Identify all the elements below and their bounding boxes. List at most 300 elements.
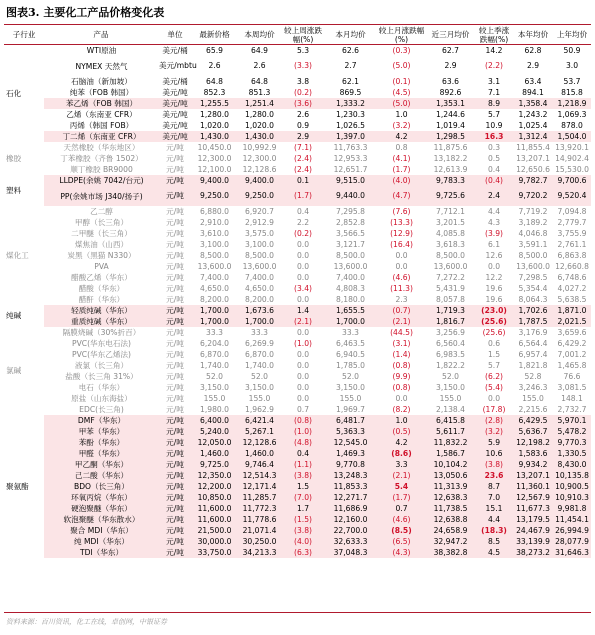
- value-cell: 1,280.0: [200, 109, 229, 119]
- value-cell: 2,138.4: [436, 404, 465, 414]
- value-cell: 3,176.9: [518, 327, 548, 337]
- value-cell: (6.2): [484, 371, 503, 381]
- product-cell: LLDPE(余姚 7042/台元): [44, 175, 158, 186]
- unit-cell: 元/吨: [166, 164, 184, 174]
- value-cell: 7,298.5: [518, 272, 548, 282]
- value-cell: 5,240.0: [192, 426, 237, 437]
- value-cell: 0.0: [487, 393, 501, 403]
- table-row: [4, 87, 591, 98]
- value-cell: (1.7): [377, 492, 426, 503]
- unit-cell: 美元/吨: [162, 87, 188, 97]
- value-cell: 76.6: [563, 371, 581, 381]
- table-row: [4, 56, 591, 76]
- value-cell: 8,500.0: [518, 250, 548, 260]
- product-cell: 石脑油（新加坡）: [71, 76, 132, 86]
- value-cell: 155.0: [439, 393, 462, 403]
- table-row: [4, 459, 591, 470]
- value-cell: 7,400.0: [200, 272, 229, 282]
- value-cell: 1,700.0: [192, 305, 237, 316]
- unit-cell: 美元/吨: [162, 109, 188, 119]
- product-cell: 苯乙烯（FOB 韩国）: [44, 98, 158, 109]
- product-cell: 醋酸（华东）: [78, 283, 125, 293]
- value-cell: 7,400.0: [245, 272, 274, 282]
- value-cell: 8,200.0: [200, 294, 229, 304]
- value-cell: 1,430.0: [237, 131, 282, 142]
- value-cell: 1,333.2: [324, 98, 377, 109]
- value-cell: 2,779.7: [557, 217, 587, 227]
- value-cell: 12,650.6: [516, 164, 550, 174]
- table-row: [4, 437, 591, 448]
- value-cell: 52.8: [524, 371, 542, 381]
- value-cell: (4.8): [282, 437, 324, 448]
- value-cell: 13,179.5: [513, 514, 553, 525]
- value-cell: (3.8): [282, 525, 324, 536]
- value-cell: 11,600.0: [192, 503, 237, 514]
- value-cell: 11,875.6: [433, 142, 468, 152]
- value-cell: 33,750.0: [192, 547, 237, 558]
- table-row: [4, 175, 591, 186]
- column-header: 本年均价: [517, 30, 549, 39]
- value-cell: 11,855.4: [516, 142, 550, 152]
- value-cell: (2.4): [293, 164, 312, 174]
- value-cell: 5,611.7: [426, 426, 475, 437]
- product-cell: 苯酚（华东）: [44, 437, 158, 448]
- value-cell: (0.3): [392, 45, 411, 55]
- value-cell: 12,271.7: [324, 492, 377, 503]
- product-cell: 乙烯（东南亚 CFR）: [66, 109, 137, 119]
- value-cell: 12.2: [485, 272, 503, 282]
- value-cell: 0.0: [296, 261, 310, 271]
- table-row: [4, 426, 591, 437]
- value-cell: 12,638.3: [426, 492, 475, 503]
- value-cell: 2,912.9: [245, 217, 274, 227]
- value-cell: 0.0: [296, 393, 310, 403]
- value-cell: (17.8): [482, 404, 506, 414]
- value-cell: 0.0: [487, 261, 501, 271]
- value-cell: (3.4): [293, 283, 312, 293]
- value-cell: 1,700.0: [324, 316, 377, 327]
- value-cell: 1,255.5: [192, 98, 237, 109]
- value-cell: 11,772.3: [237, 503, 282, 514]
- table-row: [4, 316, 591, 327]
- value-cell: 10,850.0: [192, 492, 237, 503]
- value-cell: 155.0: [339, 393, 362, 403]
- value-cell: 3,100.0: [245, 239, 274, 249]
- value-cell: 0.0: [296, 294, 310, 304]
- value-cell: 0.0: [296, 382, 310, 392]
- value-cell: 4,046.8: [518, 228, 548, 238]
- value-cell: 2.9: [282, 131, 324, 142]
- value-cell: 9,725.6: [426, 186, 475, 206]
- value-cell: 38,273.2: [513, 547, 553, 558]
- value-cell: (3.2): [475, 426, 513, 437]
- value-cell: 9,700.6: [553, 175, 591, 186]
- value-cell: 19.6: [485, 283, 503, 293]
- value-cell: (7.6): [392, 206, 411, 216]
- value-cell: 9,520.4: [553, 186, 591, 206]
- value-cell: (0.8): [282, 415, 324, 426]
- value-cell: 0.0: [296, 239, 310, 249]
- value-cell: (2.1): [377, 470, 426, 481]
- product-cell: 炭黑（黑猫 N330）: [67, 250, 136, 260]
- value-cell: 11,313.9: [426, 481, 475, 492]
- value-cell: (23.0): [475, 305, 513, 316]
- value-cell: (0.8): [392, 382, 411, 392]
- value-cell: 8,500.0: [245, 250, 274, 260]
- value-cell: (1.0): [282, 426, 324, 437]
- value-cell: 3.8: [296, 76, 310, 86]
- table-body: [4, 45, 591, 559]
- table-row: [4, 76, 591, 87]
- value-cell: (0.2): [293, 87, 312, 97]
- unit-cell: 美元/吨: [162, 120, 188, 130]
- value-cell: 12,613.9: [433, 164, 468, 174]
- value-cell: 2.6: [253, 61, 266, 71]
- value-cell: 869.5: [339, 87, 362, 97]
- value-cell: 878.0: [561, 120, 583, 130]
- value-cell: 34,213.3: [237, 547, 282, 558]
- value-cell: 13,600.0: [242, 261, 277, 271]
- value-cell: 12,300.0: [197, 153, 232, 163]
- value-cell: 64.8: [206, 76, 223, 86]
- value-cell: 5,363.3: [324, 426, 377, 437]
- value-cell: 53.7: [563, 76, 581, 86]
- value-cell: 7.0: [475, 492, 513, 503]
- value-cell: 12,171.4: [237, 481, 282, 492]
- value-cell: 2,215.6: [518, 404, 548, 414]
- value-cell: 9,725.0: [192, 459, 237, 470]
- value-cell: 12,200.0: [192, 481, 237, 492]
- value-cell: (4.0): [282, 536, 324, 547]
- product-cell: PVA: [94, 261, 109, 271]
- value-cell: 8,064.3: [518, 294, 548, 304]
- bottom-rule: [4, 612, 591, 613]
- value-cell: 6,920.7: [245, 206, 274, 216]
- category-cell: 塑料: [6, 185, 22, 195]
- product-cell: 原盐（山东海盐）: [71, 393, 132, 403]
- value-cell: (3.6): [282, 98, 324, 109]
- value-cell: 15,530.0: [555, 164, 589, 174]
- value-cell: 11,600.0: [192, 514, 237, 525]
- table-title: 图表3. 主要化工产品价格变化表: [6, 6, 165, 19]
- unit-cell: 元/吨: [166, 239, 184, 249]
- value-cell: (7.1): [293, 142, 312, 152]
- value-cell: 3.0: [565, 61, 579, 71]
- value-cell: 8,200.0: [245, 294, 274, 304]
- value-cell: 1,251.4: [237, 98, 282, 109]
- category-cell: 纯碱: [6, 311, 22, 321]
- value-cell: 3,150.0: [200, 382, 229, 392]
- column-header: 较上季涨跌幅(%): [478, 25, 510, 44]
- product-cell: TDI（华东）: [44, 547, 158, 558]
- value-cell: 5,636.7: [513, 426, 553, 437]
- value-cell: 9,770.8: [324, 459, 377, 470]
- value-cell: 2,761.1: [557, 239, 587, 249]
- table-row: [4, 492, 591, 503]
- product-cell: 甲乙酮（华东）: [44, 459, 158, 470]
- value-cell: 10,104.2: [426, 459, 475, 470]
- category-cell: 氯碱: [6, 366, 22, 376]
- value-cell: 8.5: [475, 536, 513, 547]
- value-cell: 6,870.0: [245, 349, 274, 359]
- table-row: [4, 250, 591, 261]
- value-cell: 10,992.9: [242, 142, 277, 152]
- value-cell: 1,583.6: [513, 448, 553, 459]
- table-row: [4, 186, 591, 206]
- unit-cell: 元/吨: [158, 316, 192, 327]
- value-cell: 52.0: [342, 371, 359, 381]
- value-cell: 7.1: [487, 87, 501, 97]
- table-row: [4, 283, 591, 294]
- value-cell: 6,863.8: [557, 250, 587, 260]
- value-cell: 8,180.0: [336, 294, 365, 304]
- value-cell: 2,021.5: [553, 316, 591, 327]
- unit-cell: 元/吨: [158, 426, 192, 437]
- value-cell: (16.4): [390, 239, 413, 249]
- table-row: [4, 294, 591, 305]
- product-cell: 丙烯（韩国 FOB）: [69, 120, 134, 130]
- value-cell: (8.2): [392, 404, 411, 414]
- value-cell: 11,853.3: [324, 481, 377, 492]
- value-cell: 1,673.6: [237, 305, 282, 316]
- value-cell: (1.7): [282, 186, 324, 206]
- table-row: [4, 525, 591, 536]
- product-cell: PP(余姚市场 J340/扬子): [44, 186, 158, 206]
- unit-cell: 元/吨: [158, 175, 192, 186]
- product-cell: WTI原油: [86, 45, 117, 55]
- product-cell: 丁二烯（东南亚 CFR）: [44, 131, 158, 142]
- value-cell: 15.1: [475, 503, 513, 514]
- value-cell: 0.4: [282, 448, 324, 459]
- table-row: [4, 503, 591, 514]
- table-row: [4, 404, 591, 415]
- value-cell: 155.0: [522, 393, 544, 403]
- value-cell: 1.4: [282, 305, 324, 316]
- value-cell: (0.4): [475, 175, 513, 186]
- product-cell: 硬泡聚醚（华东）: [44, 503, 158, 514]
- value-cell: 894.1: [522, 87, 544, 97]
- value-cell: 4.5: [475, 547, 513, 558]
- product-cell: 聚合 MDI（华东）: [44, 525, 158, 536]
- product-cell: 环氧丙烷（华东）: [44, 492, 158, 503]
- value-cell: 62.1: [342, 76, 359, 86]
- value-cell: 12,050.0: [192, 437, 237, 448]
- value-cell: 30,000.0: [192, 536, 237, 547]
- value-cell: 50.9: [563, 45, 581, 55]
- value-cell: 4.4: [475, 514, 513, 525]
- unit-cell: 元/吨: [166, 349, 184, 359]
- unit-cell: 元/吨: [166, 338, 184, 348]
- value-cell: 13,207.1: [516, 153, 550, 163]
- value-cell: 2,732.7: [557, 404, 587, 414]
- product-cell: 重质纯碱（华东）: [44, 316, 158, 327]
- value-cell: 23.6: [475, 470, 513, 481]
- product-cell: 轻质纯碱（华东）: [44, 305, 158, 316]
- table-row: [4, 360, 591, 371]
- value-cell: 0.6: [487, 338, 501, 348]
- value-cell: 12,100.0: [197, 164, 232, 174]
- table-row: [4, 153, 591, 164]
- value-cell: 5,431.9: [436, 283, 465, 293]
- value-cell: 11,360.1: [513, 481, 553, 492]
- category-cell: 橡胶: [6, 153, 22, 163]
- value-cell: 63.6: [442, 76, 459, 86]
- value-cell: 3,575.0: [245, 228, 274, 238]
- value-cell: 9,250.0: [192, 186, 237, 206]
- value-cell: 8.9: [475, 98, 513, 109]
- value-cell: (6.3): [282, 547, 324, 558]
- product-cell: 软泡聚醚（华东散水）: [44, 514, 158, 525]
- unit-cell: 元/吨: [166, 393, 184, 403]
- value-cell: 0.0: [296, 360, 310, 370]
- value-cell: 64.8: [251, 76, 268, 86]
- unit-cell: 元/吨: [158, 503, 192, 514]
- table-row: [4, 45, 591, 57]
- table-row: [4, 206, 591, 217]
- table-row: [4, 164, 591, 175]
- value-cell: 28,077.9: [553, 536, 591, 547]
- value-cell: 148.1: [561, 393, 583, 403]
- value-cell: 0.0: [296, 272, 310, 282]
- table-row: [4, 514, 591, 525]
- unit-cell: 元/吨: [158, 470, 192, 481]
- value-cell: 11,454.1: [553, 514, 591, 525]
- value-cell: 3,201.5: [436, 217, 465, 227]
- category-cell: 石化: [6, 88, 22, 98]
- value-cell: 1,244.6: [436, 109, 465, 119]
- value-cell: 0.0: [296, 349, 310, 359]
- value-cell: 1,397.0: [324, 131, 377, 142]
- unit-cell: 元/吨: [158, 481, 192, 492]
- value-cell: 1,469.3: [324, 448, 377, 459]
- product-cell: 液氯（长三角）: [74, 360, 129, 370]
- value-cell: 12,198.2: [513, 437, 553, 448]
- value-cell: 0.0: [395, 261, 408, 271]
- unit-cell: 元/吨: [166, 206, 184, 216]
- value-cell: 4,027.2: [557, 283, 587, 293]
- value-cell: 6,421.4: [237, 415, 282, 426]
- value-cell: 33,139.9: [513, 536, 553, 547]
- value-cell: (1.4): [392, 349, 411, 359]
- value-cell: 52.0: [251, 371, 268, 381]
- value-cell: 1,312.4: [513, 131, 553, 142]
- column-header: 产品: [93, 30, 109, 39]
- column-header: 单位: [167, 30, 183, 39]
- value-cell: (5.0): [392, 61, 411, 71]
- product-cell: PVC(华东乙烯法): [72, 349, 131, 359]
- value-cell: 1,243.2: [518, 109, 548, 119]
- value-cell: 1.5: [282, 481, 324, 492]
- value-cell: 3,566.5: [336, 228, 365, 238]
- unit-cell: 元/吨: [166, 261, 184, 271]
- value-cell: 12.6: [485, 250, 503, 260]
- value-cell: 6,940.5: [336, 349, 365, 359]
- unit-cell: 元/吨: [166, 283, 184, 293]
- value-cell: 1,822.2: [436, 360, 465, 370]
- value-cell: (4.3): [377, 547, 426, 558]
- product-cell: PVC(华东电石法): [72, 338, 131, 348]
- value-cell: 21,071.4: [237, 525, 282, 536]
- value-cell: 1,020.0: [245, 120, 274, 130]
- value-cell: 10,135.8: [553, 470, 591, 481]
- table-row: [4, 305, 591, 316]
- unit-cell: 元/吨: [166, 217, 184, 227]
- value-cell: 8,057.8: [436, 294, 465, 304]
- value-cell: 5.3: [296, 45, 310, 55]
- value-cell: 3,121.7: [336, 239, 365, 249]
- column-header: 子行业: [12, 30, 36, 39]
- table-row: [4, 327, 591, 338]
- product-cell: 醋酐（华东）: [78, 294, 125, 304]
- product-cell: EDC(长三角): [79, 404, 124, 414]
- table-row: [4, 142, 591, 153]
- unit-cell: 元/吨: [166, 228, 184, 238]
- product-cell: 纯 MDI（华东）: [44, 536, 158, 547]
- value-cell: 63.4: [524, 76, 542, 86]
- column-header: 上年均价: [556, 30, 588, 39]
- value-cell: 9,783.3: [426, 175, 475, 186]
- value-cell: 0.0: [395, 250, 408, 260]
- value-cell: (4.0): [377, 175, 426, 186]
- value-cell: 2.6: [208, 61, 221, 71]
- value-cell: 3,246.3: [518, 382, 548, 392]
- value-cell: 851.3: [248, 87, 271, 97]
- value-cell: (1.7): [392, 164, 411, 174]
- value-cell: 14.2: [485, 45, 503, 55]
- value-cell: (1.5): [282, 514, 324, 525]
- value-cell: 1,700.0: [192, 316, 237, 327]
- table-header: [4, 25, 591, 45]
- value-cell: 6,560.4: [436, 338, 465, 348]
- value-cell: 26,994.9: [553, 525, 591, 536]
- value-cell: 12,567.9: [513, 492, 553, 503]
- product-cell: 甲苯（华东）: [44, 426, 158, 437]
- value-cell: 11,763.3: [333, 142, 368, 152]
- table-row: [4, 239, 591, 250]
- table-row: [4, 415, 591, 426]
- value-cell: 5.9: [475, 437, 513, 448]
- value-cell: 1,655.5: [324, 305, 377, 316]
- value-cell: 3.3: [377, 459, 426, 470]
- value-cell: 1,280.0: [245, 109, 274, 119]
- value-cell: (8.6): [377, 448, 426, 459]
- unit-cell: 元/吨: [158, 525, 192, 536]
- value-cell: 7,001.2: [557, 349, 587, 359]
- value-cell: (4.5): [392, 87, 411, 97]
- unit-cell: 元/吨: [158, 514, 192, 525]
- value-cell: (9.9): [392, 371, 411, 381]
- unit-cell: 美元/mbtu: [159, 61, 197, 71]
- value-cell: 3,591.1: [518, 239, 548, 249]
- unit-cell: 元/吨: [158, 415, 192, 426]
- value-cell: (3.1): [392, 338, 411, 348]
- value-cell: (0.7): [377, 305, 426, 316]
- value-cell: 0.0: [395, 393, 408, 403]
- value-cell: 3,189.2: [518, 217, 548, 227]
- value-cell: 5,970.1: [553, 415, 591, 426]
- value-cell: 9,515.0: [324, 175, 377, 186]
- value-cell: 6,564.4: [518, 338, 548, 348]
- value-cell: 6,429.5: [513, 415, 553, 426]
- value-cell: 6,204.0: [200, 338, 229, 348]
- value-cell: 12,128.6: [242, 164, 277, 174]
- value-cell: 0.7: [296, 404, 310, 414]
- category-cell: 煤化工: [6, 250, 29, 260]
- value-cell: 4,650.0: [245, 283, 274, 293]
- value-cell: 9,981.8: [553, 503, 591, 514]
- value-cell: 0.9: [296, 120, 310, 130]
- value-cell: 1,740.0: [200, 360, 229, 370]
